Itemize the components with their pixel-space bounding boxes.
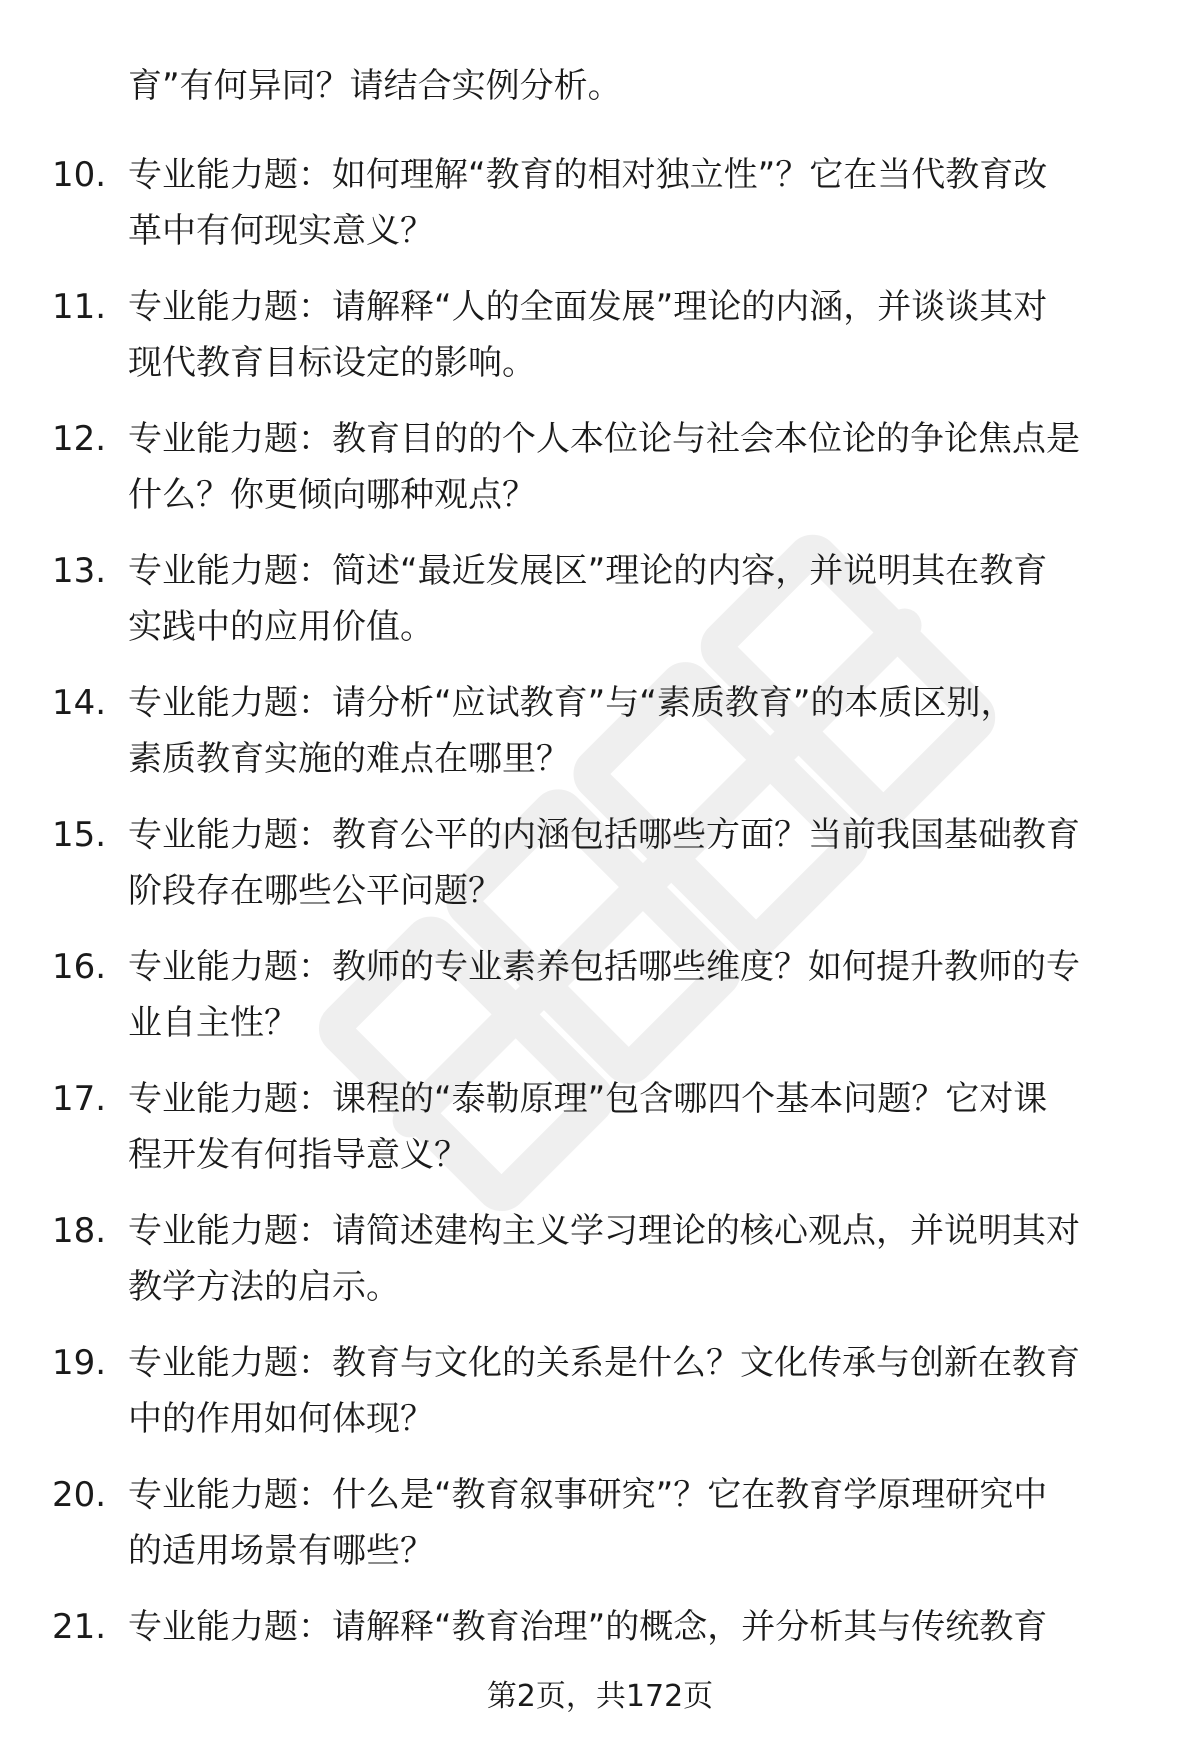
- question-number: 13.: [52, 551, 107, 591]
- question-number: 18.: [52, 1211, 107, 1251]
- question-line: 阶段存在哪些公平问题？: [128, 871, 502, 911]
- question-line: 实践中的应用价值。: [128, 607, 434, 647]
- question-item: [0, 807, 1200, 939]
- question-line: 业自主性？: [128, 1003, 298, 1043]
- question-line: 素质教育实施的难点在哪里？: [128, 739, 570, 779]
- question-item: [0, 675, 1200, 807]
- question-number: 12.: [52, 419, 107, 459]
- question-item: [0, 939, 1200, 1071]
- question-line: 现代教育目标设定的影响。: [128, 343, 536, 383]
- question-line: 专业能力题：什么是“教育叙事研究”？它在教育学原理研究中: [128, 1475, 1048, 1515]
- question-item: [0, 543, 1200, 675]
- question-item: [0, 279, 1200, 411]
- question-text: [128, 675, 1138, 787]
- question-line: 专业能力题：请解释“教育治理”的概念，并分析其与传统教育: [128, 1607, 1048, 1647]
- question-line: 什么？你更倾向哪种观点？: [128, 475, 536, 515]
- question-number: 20.: [52, 1475, 107, 1515]
- question-line: 专业能力题：如何理解“教育的相对独立性”？它在当代教育改: [128, 155, 1048, 195]
- question-line: 专业能力题：教师的专业素养包括哪些维度？如何提升教师的专: [128, 947, 1080, 987]
- question-line: 的适用场景有哪些？: [128, 1531, 434, 1571]
- question-number: 11.: [52, 287, 107, 327]
- question-line: 专业能力题：课程的“泰勒原理”包含哪四个基本问题？它对课: [128, 1079, 1048, 1119]
- question-number: 16.: [52, 947, 107, 987]
- question-line: 专业能力题：请简述建构主义学习理论的核心观点，并说明其对: [128, 1211, 1080, 1251]
- question-text: [128, 939, 1138, 1051]
- question-line: 专业能力题：教育目的的个人本位论与社会本位论的争论焦点是: [128, 419, 1080, 459]
- question-number: 17.: [52, 1079, 107, 1119]
- question-line: 中的作用如何体现？: [128, 1399, 434, 1439]
- question-text: [128, 1599, 1138, 1655]
- question-line: 专业能力题：教育公平的内涵包括哪些方面？当前我国基础教育: [128, 815, 1080, 855]
- question-text: [128, 411, 1138, 523]
- question-text: [128, 147, 1138, 259]
- question-number: 15.: [52, 815, 107, 855]
- question-line: 教学方法的启示。: [128, 1267, 400, 1307]
- question-text: [128, 1203, 1138, 1315]
- question-text: [128, 1071, 1138, 1183]
- question-number: 10.: [52, 155, 107, 195]
- question-line: 专业能力题：请解释“人的全面发展”理论的内涵，并谈谈其对: [128, 287, 1048, 327]
- question-number: 19.: [52, 1343, 107, 1383]
- question-item: [0, 411, 1200, 543]
- question-line: 专业能力题：简述“最近发展区”理论的内容，并说明其在教育: [128, 551, 1048, 591]
- question-item: [0, 1335, 1200, 1467]
- question-text: [128, 807, 1138, 919]
- question-line: 程开发有何指导意义？: [128, 1135, 468, 1175]
- question-item: [0, 1071, 1200, 1203]
- question-line: 专业能力题：请分析“应试教育”与“素质教育”的本质区别，: [128, 683, 1015, 723]
- question-list: [0, 147, 1200, 1731]
- question-line: 革中有何现实意义？: [128, 211, 434, 251]
- question-line: 专业能力题：教育与文化的关系是什么？文化传承与创新在教育: [128, 1343, 1080, 1383]
- question-text: [128, 543, 1138, 655]
- question-number: 14.: [52, 683, 107, 723]
- question-item: [0, 1467, 1200, 1599]
- question-text: [128, 1467, 1138, 1579]
- question-number: 21.: [52, 1607, 107, 1647]
- question-item: [0, 1203, 1200, 1335]
- question-text: [128, 1335, 1138, 1447]
- question-text: [128, 279, 1138, 391]
- page-footer: 第2页，共172页: [486, 1679, 714, 1714]
- question-item: [0, 147, 1200, 279]
- continued-question-text: 育”有何异同？请结合实例分析。: [128, 66, 622, 106]
